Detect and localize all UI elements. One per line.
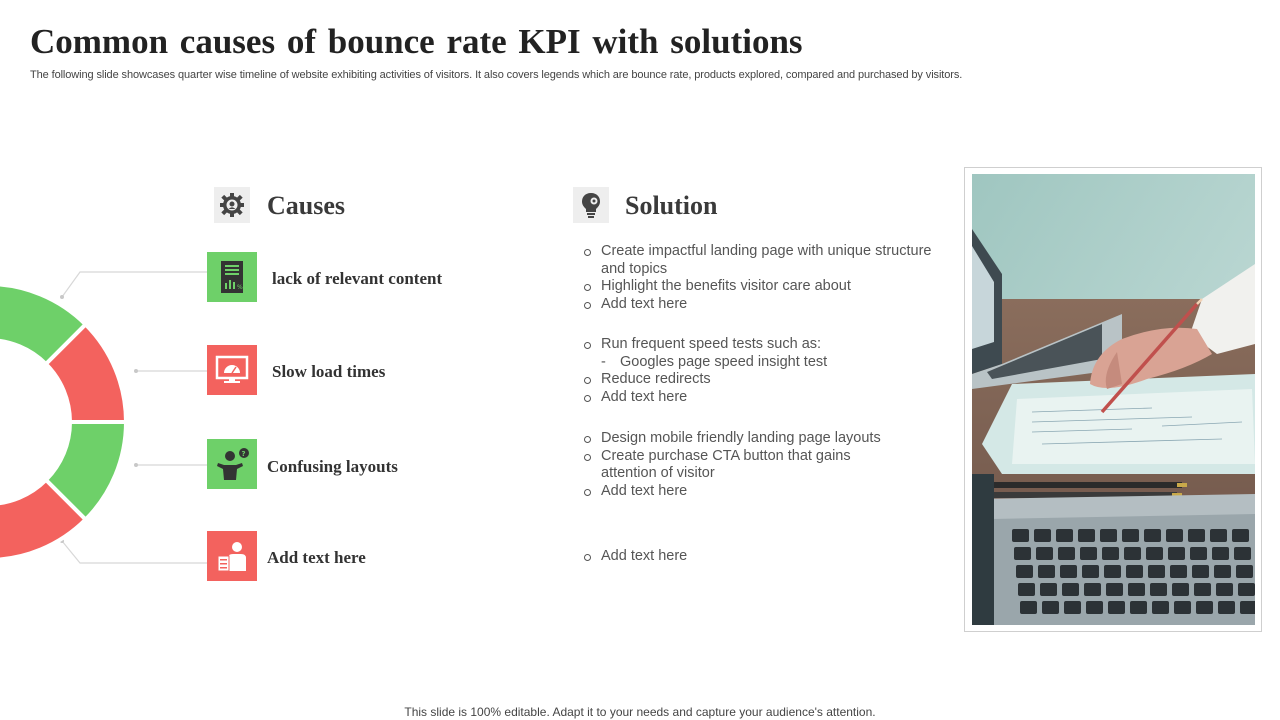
- keyboard-key: [1078, 529, 1095, 542]
- connector-dots: [60, 295, 138, 543]
- donut-segment-3: [46, 422, 126, 520]
- sub-bullet-dash: -: [601, 353, 606, 370]
- solution-item: Add text here: [582, 296, 942, 314]
- solution-item: Add text here: [582, 389, 942, 407]
- solution-heading-icon: [573, 187, 609, 223]
- keyboard-key: [1150, 583, 1167, 596]
- keyboard-key: [1234, 547, 1251, 560]
- keyboard-key: [1100, 529, 1117, 542]
- keyboard-key: [1194, 583, 1211, 596]
- keyboard-key: [1064, 601, 1081, 614]
- keyboard-key: [1168, 547, 1185, 560]
- confused-person-icon: [213, 447, 251, 481]
- keyboard-key: [1122, 529, 1139, 542]
- cause-label-4: Add text here: [267, 548, 366, 567]
- keyboard-key: [1062, 583, 1079, 596]
- solution-group-2: [582, 336, 942, 406]
- connector-lines: [62, 272, 207, 563]
- cause-icon-4: [207, 531, 257, 581]
- footer-note: This slide is 100% editable. Adapt it to your needs and capture your audience's attention.: [404, 705, 876, 719]
- photo-frame: [964, 167, 1262, 632]
- keyboard-key: [1218, 601, 1235, 614]
- keyboard-key: [1056, 529, 1073, 542]
- gear-badge-icon: [219, 192, 245, 218]
- keyboard-key: [1232, 529, 1249, 542]
- keyboard-key: [1196, 601, 1213, 614]
- keyboard-key: [1216, 583, 1233, 596]
- solution-heading: Solution: [625, 191, 718, 220]
- keyboard-key: [1174, 601, 1191, 614]
- keyboard-key: [1188, 529, 1205, 542]
- svg-text:?: ?: [241, 450, 246, 458]
- keyboard-key: [1240, 601, 1255, 614]
- keyboard-key: [1238, 583, 1255, 596]
- keyboard-key: [1016, 565, 1033, 578]
- solution-item: Reduce redirects: [582, 371, 942, 389]
- keyboard-key: [1040, 583, 1057, 596]
- person-checklist-icon: [214, 538, 250, 574]
- keyboard-key: [1126, 565, 1143, 578]
- cause-label-2: Slow load times: [272, 362, 386, 381]
- cause-icon-3: [207, 439, 257, 489]
- keyboard-key: [1084, 583, 1101, 596]
- keyboard-key: [1144, 529, 1161, 542]
- donut-segment-2: [46, 324, 126, 422]
- keyboard-key: [1148, 565, 1165, 578]
- solution-item: Run frequent speed tests such as:: [582, 336, 942, 354]
- cause-icon-1: [207, 252, 257, 302]
- keyboard-key: [1192, 565, 1209, 578]
- keyboard-key: [1082, 565, 1099, 578]
- cause-label-3: Confusing layouts: [267, 457, 398, 476]
- svg-text:%: %: [237, 284, 243, 291]
- solution-item: Add text here: [582, 548, 942, 566]
- speedometer-monitor-icon: [215, 355, 249, 385]
- keyboard-key: [1012, 529, 1029, 542]
- cause-icon-2: [207, 345, 257, 395]
- keyboard-key: [1124, 547, 1141, 560]
- solution-group-4: [582, 548, 942, 566]
- keyboard-key: [1130, 601, 1147, 614]
- donut-segments: [0, 284, 126, 560]
- keyboard-key: [1128, 583, 1145, 596]
- solution-item: Design mobile friendly landing page layouts: [582, 430, 942, 448]
- keyboard-key: [1018, 583, 1035, 596]
- keyboard-key: [1152, 601, 1169, 614]
- connector-line-1: [62, 272, 207, 297]
- keyboard-key: [1020, 601, 1037, 614]
- solution-group-1: [582, 243, 942, 313]
- solution-item: Create purchase CTA button that gains attention of visitor: [582, 448, 882, 483]
- keyboard-key: [1060, 565, 1077, 578]
- document-chart-icon: [216, 259, 248, 295]
- keyboard-key: [1104, 565, 1121, 578]
- keyboard-key: [1166, 529, 1183, 542]
- keyboard-key: [1034, 529, 1051, 542]
- keyboard-key: [1170, 565, 1187, 578]
- keyboard-key: [1014, 547, 1031, 560]
- keyboard-key: [1236, 565, 1253, 578]
- keyboard-key: [1190, 547, 1207, 560]
- keyboard-key: [1210, 529, 1227, 542]
- keyboard-key: [1108, 601, 1125, 614]
- laptop-writing-photo: [972, 174, 1255, 625]
- keyboard-key: [1102, 547, 1119, 560]
- keyboard-key: [1106, 583, 1123, 596]
- solution-item: Highlight the benefits visitor care about: [582, 278, 942, 296]
- donut-segment-4: [0, 480, 86, 560]
- keyboard-key: [1042, 601, 1059, 614]
- keyboard-key: [1036, 547, 1053, 560]
- connector-line-4: [62, 541, 207, 563]
- solution-group-3: [582, 430, 942, 500]
- solution-sub-item: [582, 354, 942, 372]
- causes-heading: Causes: [267, 191, 346, 220]
- keyboard-key: [1172, 583, 1189, 596]
- donut-segment-1: [0, 284, 86, 364]
- keyboard-key: [1080, 547, 1097, 560]
- page-title: Common causes of bounce rate KPI with solutions: [30, 22, 803, 61]
- cause-label-1: lack of relevant content: [272, 269, 443, 288]
- lightbulb-gear-icon: [578, 191, 604, 219]
- keyboard-key: [1212, 547, 1229, 560]
- keyboard-key: [1214, 565, 1231, 578]
- page-subtitle: The following slide showcases quarter wise timeline of website exhibiting activities of visitors. It also covers legends which are bounce rate, products explored, compared and purchased by visitors.: [30, 69, 963, 81]
- solution-sub-item-text: Googles page speed insight test: [620, 353, 828, 370]
- keyboard-key: [1086, 601, 1103, 614]
- keyboard-key: [1038, 565, 1055, 578]
- keyboard-key: [1146, 547, 1163, 560]
- keyboard-key: [1058, 547, 1075, 560]
- solution-item: Add text here: [582, 483, 942, 501]
- solution-item: Create impactful landing page with unique structure and topics: [582, 243, 942, 278]
- causes-heading-icon: [214, 187, 250, 223]
